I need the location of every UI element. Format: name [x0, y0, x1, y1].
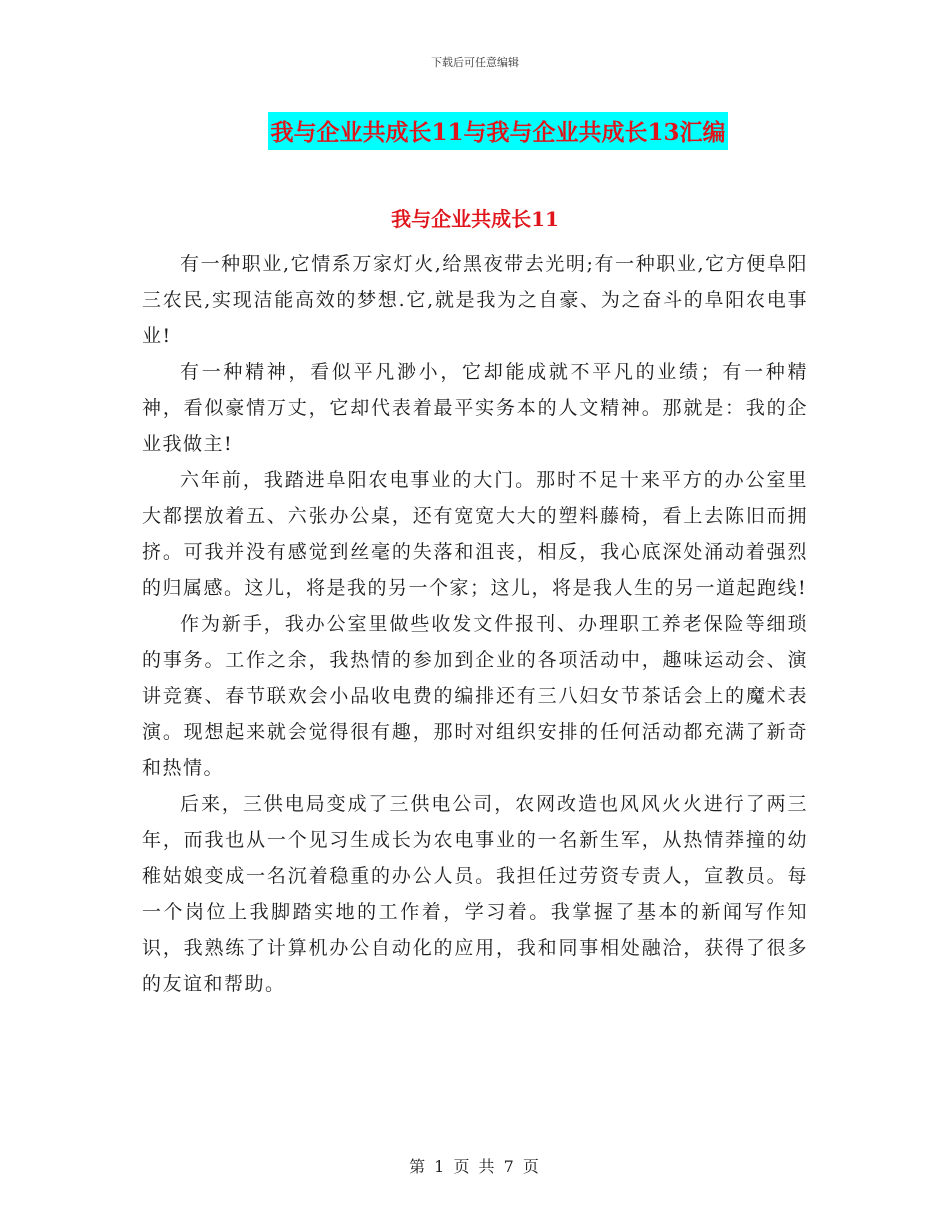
paragraph: 有一种职业,它情系万家灯火,给黑夜带去光明;有一种职业,它方便阜阳三农民,实现洁能高效的梦想.它,就是我为之自豪、为之奋斗的阜阳农电事业!	[142, 253, 808, 347]
paragraph: 作为新手，我办公室里做些收发文件报刊、办理职工养老保险等细琐的事务。工作之余，我热情的参加到企业的各项活动中，趣味运动会、演讲竞赛、春节联欢会小品收电费的编排还有三八妇女节茶话会上的魔术表演。现想起来就会觉得很有趣，那时对组织安排的任何活动都充满了新奇和热情。	[142, 613, 808, 779]
document-body	[142, 246, 808, 1002]
main-title: 我与企业共成长11与我与企业共成长13汇编	[268, 112, 727, 150]
main-title-container	[0, 112, 950, 150]
page-header-note: 下载后可任意编辑	[431, 56, 519, 69]
section-title: 我与企业共成长11	[391, 207, 559, 231]
paragraph: 后来，三供电局变成了三供电公司，农网改造也风风火火进行了两三年，而我也从一个见习生成长为农电事业的一名新生军，从热情莽撞的幼稚姑娘变成一名沉着稳重的办公人员。我担任过劳资专责人，宣教员。每一个岗位上我脚踏实地的工作着，学习着。我掌握了基本的新闻写作知识，我熟练了计算机办公自动化的应用，我和同事相处融洽，获得了很多的友谊和帮助。	[142, 793, 808, 995]
paragraph: 有一种精神，看似平凡渺小，它却能成就不平凡的业绩；有一种精神，看似豪情万丈，它却代表着最平实务本的人文精神。那就是：我的企业我做主!	[142, 361, 808, 455]
paragraph: 六年前，我踏进阜阳农电事业的大门。那时不足十来平方的办公室里大都摆放着五、六张办公桌，还有宽宽大大的塑料藤椅，看上去陈旧而拥挤。可我并没有感觉到丝毫的失落和沮丧，相反，我心底深处涌动着强烈的归属感。这儿，将是我的另一个家；这儿，将是我人生的另一道起跑线!	[142, 469, 808, 599]
page-number-footer: 第 1 页 共 7 页	[409, 1157, 541, 1176]
